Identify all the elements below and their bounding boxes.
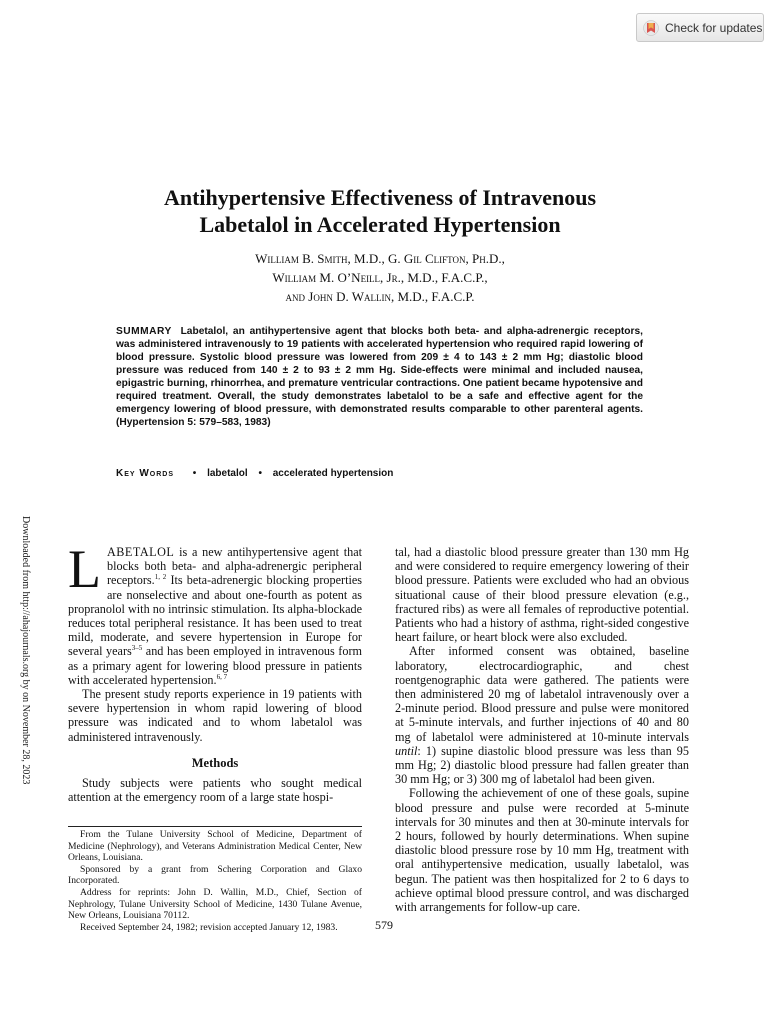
left-column (68, 539, 362, 805)
followup-paragraph: Following the achievement of one of these goals, supine blood pressure and pulse were recorded at 5-minute intervals for 30 minutes and then at 30-minute intervals for 2 hours, followed by hourly determinations. When supine diastolic blood pressure rose by 10 mm Hg, treatment with oral antihypertensive medication, usually labetalol, was begun. The patient was then hospitalized for 2 to 6 days to achieve optimal blood pressure control, and was discharged with arrangements for follow-up care. (395, 786, 689, 915)
citation: 1, 2 (154, 573, 167, 582)
summary-label: SUMMARY (116, 326, 172, 337)
check-updates-icon (643, 20, 659, 36)
keyword-bullet: • (192, 468, 197, 479)
author-list (160, 249, 600, 306)
keywords-label: Key Words (116, 468, 175, 479)
page-number: 579 (375, 918, 393, 932)
citation: 3–5 (131, 644, 143, 653)
check-for-updates-button[interactable] (636, 13, 764, 42)
drop-cap: L (68, 539, 101, 599)
intro-text-b: Its beta-adrenergic blocking properties are nonselective and about one-fourth as potent as propranolol with no intrinsic stimulation. Its alpha-blockade reduces total peripheral resistance. It has been used to treat mild, moderate, and severe hypertension in Europe for several years (68, 573, 362, 659)
exclusion-paragraph: tal, had a diastolic blood pressure greater than 130 mm Hg and were considered to require emergency lowering of their blood pressure. Patients were excluded who had an obvious situational cause of their blood pressure elevation (e.g., fractured ribs) as were all females of reproductive potential. Patients who had a history of asthma, right-sided congestive heart failure, or heart block were also excluded. (395, 545, 689, 645)
keyword-bullet: • (258, 468, 262, 479)
summary-abstract (116, 325, 643, 429)
intro-paragraph (68, 539, 362, 687)
author-line-3: and John D. Wallin, M.D., F.A.C.P. (285, 289, 475, 304)
author-line-2: William M. O’Neill, Jr., M.D., F.A.C.P., (272, 270, 488, 285)
study-paragraph: The present study reports experience in 19 patients with severe hypertension in whom rapid lowering of blood pressure was indicated and to whom labetalol was administered intravenously. (68, 687, 362, 744)
title-line-1: Antihypertensive Effectiveness of Intravenous (163, 185, 597, 210)
until-word: until (395, 743, 418, 758)
footnote: From the Tulane University School of Medicine, Department of Medicine (Nephrology), and Veterans Administration Medical Center, New Orleans, Louisiana. (68, 829, 362, 864)
lead-caps: ABETALOL (107, 545, 175, 559)
keyword-item: labetalol (207, 468, 248, 479)
summary-text: Labetalol, an antihypertensive agent that blocks both beta- and alpha-adrenergic receptors, was administered intravenously to 19 patients with accelerated hypertension who required rapid lowering of blood pressure. Systolic blood pressure was lowered from 209 ± 4 to 143 ± 2 mm Hg; diastolic blood pressure was reduced from 140 ± 2 to 93 ± 2 mm Hg. Side-effects were minimal and included nausea, epigastric burning, rhinorrhea, and premature ventricular contractions. One patient became hypotensive and required treatment. Overall, the study demonstrates labetalol to be a safe and effective agent for the emergency lowering of blood pressure, with demonstrated results comparable to other parenteral agents. (Hypertension 5: 579–583, 1983) (116, 326, 643, 428)
intro-text-c: and has been employed in intravenous form as a primary agent for lowering blood pressure in patients with accelerated hypertension. (68, 644, 362, 687)
author-line-1: William B. Smith, M.D., G. Gil Clifton, Ph.D., (255, 251, 505, 266)
right-column (395, 545, 689, 914)
title-line-2: Labetalol in Accelerated Hypertension (199, 212, 561, 237)
article-title (100, 184, 660, 238)
keywords-line (116, 468, 393, 479)
check-for-updates-label: Check for updates (665, 20, 763, 35)
keyword-item: accelerated hypertension (272, 468, 394, 479)
citation: 6, 7 (216, 672, 228, 681)
methods-heading: Methods (191, 755, 239, 770)
protocol-paragraph (395, 644, 689, 786)
download-note: Downloaded from http://ahajournals.org by on November 28, 2023 (20, 516, 31, 785)
intro-text-a: is a new antihypertensive agent that blocks both beta- and alpha-adrenergic peripheral receptors. (107, 545, 362, 588)
methods-paragraph: Study subjects were patients who sought medical attention at the emergency room of a large state hospi- (68, 776, 362, 805)
protocol-text-b: : 1) supine diastolic blood pressure was less than 95 mm Hg; 2) diastolic blood pressure had fallen greater than 30 mm Hg; or 3) 300 mg of labetalol had been given. (395, 743, 689, 787)
footnote: Received September 24, 1982; revision accepted January 12, 1983. (80, 921, 338, 933)
footnote: Address for reprints: John D. Wallin, M.D., Chief, Section of Nephrology, Tulane University School of Medicine, 1430 Tulane Avenue, New Orleans, Louisiana 70112. (68, 886, 362, 922)
footnote: Sponsored by a grant from Schering Corporation and Glaxo Incorporated. (68, 863, 362, 887)
protocol-text-a: After informed consent was obtained, baseline laboratory, electrocardiographic, and chest roentgenographic data were gathered. The patients were then administered 20 mg of labetalol intravenously over a 2-minute period. Blood pressure and pulse were monitored at 5-minute intervals, and further injections of 40 and 80 mg of labetalol were administered at 10-minute intervals (395, 644, 689, 744)
